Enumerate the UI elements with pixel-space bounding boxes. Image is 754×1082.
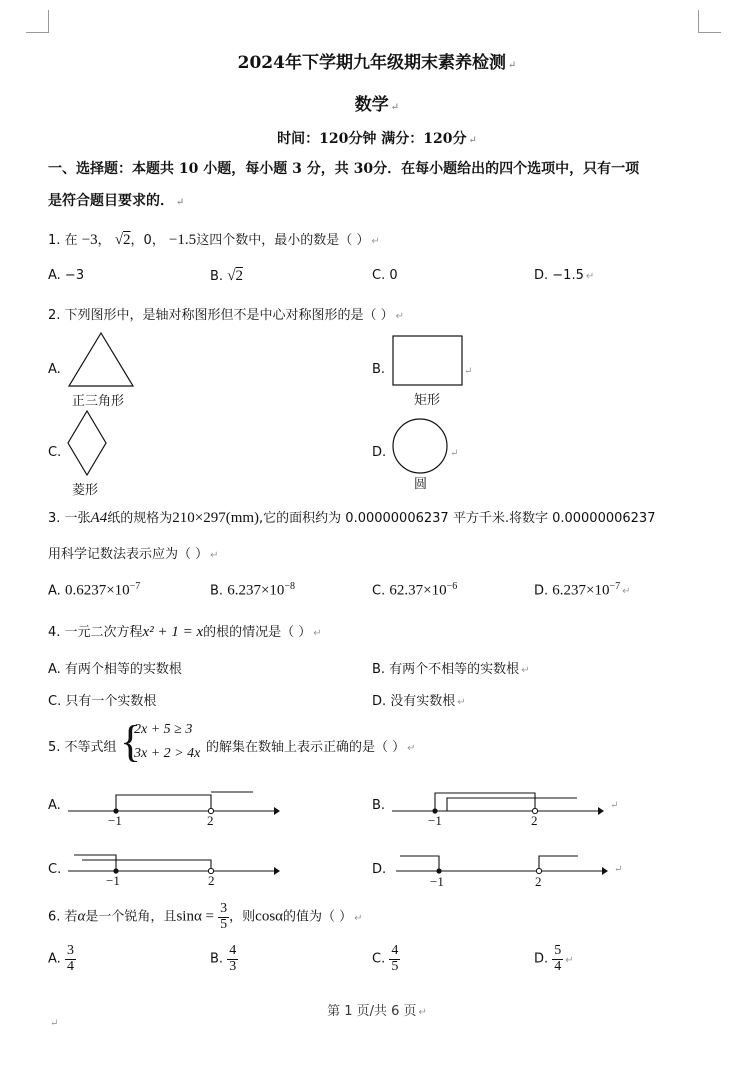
time-info: 时间：120分钟 满分：120分 ↵ <box>277 131 477 147</box>
q4-option-d: D. 没有实数根 ↵ <box>372 694 466 709</box>
q2-label-d: D. <box>372 445 387 460</box>
q2-caption-c: 菱形 <box>72 483 99 498</box>
crop-mark-top-right <box>698 10 721 33</box>
section-heading-line2: 是符合题目要求的． ↵ <box>48 193 185 209</box>
circle-figure <box>392 418 448 474</box>
q2-label-b: B. <box>372 362 386 377</box>
q1-option-c: C. 0 <box>372 268 398 283</box>
tick-2-b: 2 <box>531 813 538 828</box>
sqrt-two: √2 <box>114 232 131 248</box>
system-brace: { <box>120 717 142 766</box>
q5-label-c: C. <box>48 862 62 877</box>
tick-minus1-a: −1 <box>108 813 122 828</box>
section-heading-line1: 一、选择题：本题共 10 小题，每小题 3 分，共 30分．在每小题给出的四个选项中，只有一项 <box>48 161 640 177</box>
q6-option-b: B. $\frac{4}{3}$ <box>210 943 237 974</box>
number-line-d <box>396 848 608 894</box>
tick-minus1-b: −1 <box>428 813 442 828</box>
tick-minus1-c: −1 <box>106 873 120 888</box>
question-4: 4. 一元二次方程x² + 1 = x的根的情况是（ ） ↵ <box>48 624 322 640</box>
q2-caption-d: 圆 <box>414 477 428 492</box>
tick-2-a: 2 <box>207 813 214 828</box>
tick-2-c: 2 <box>208 873 215 888</box>
q6-option-a: A. $\frac{3}{4}$ <box>48 943 74 974</box>
q3-option-c: C. $62.37\times 10^{-6}$ <box>372 581 458 599</box>
number-line-c <box>68 848 280 894</box>
question-5-prefix: 5. 不等式组 <box>48 740 117 755</box>
return-mark: ↵ <box>610 800 619 811</box>
q4-option-c: C. 只有一个实数根 <box>48 694 157 709</box>
q5-label-d: D. <box>372 862 387 877</box>
inequality-2: 3x + 2 > 4x <box>134 746 201 761</box>
subject-title: 数学 ↵ <box>354 95 400 115</box>
question-3-line2: 用科学记数法表示应为（ ） ↵ <box>48 547 219 562</box>
return-mark: ↵ <box>614 864 623 875</box>
q1-option-d: D. −1.5 ↵ <box>534 268 595 283</box>
return-mark: ↵ <box>50 1018 59 1029</box>
q4-option-a: A. 有两个相等的实数根 <box>48 662 182 677</box>
return-mark: ↵ <box>450 448 459 459</box>
tick-2-d: 2 <box>535 874 542 889</box>
q1-option-a: A. −3 <box>48 268 85 283</box>
tick-minus1-d: −1 <box>430 874 444 889</box>
question-1: 1. 在 −3， √2，0， −1.5这四个数中，最小的数是（ ） ↵ <box>48 232 380 248</box>
inequality-1: 2x + 5 ≥ 3 <box>134 722 193 737</box>
question-3-line1: 3. 一张A4纸的规格为210×297(mm),它的面积约为 0.00000006237 平方千米.将数字 0.00000006237 <box>48 510 656 526</box>
q1-option-b: B. √2 <box>210 268 243 284</box>
q2-caption-b: 矩形 <box>414 393 441 408</box>
q3-option-d: D. $6.237\times 10^{-7}$ ↵ <box>534 581 631 599</box>
exam-title: 2024年下学期九年级期末素养检测 ↵ <box>237 53 517 73</box>
q2-label-c: C. <box>48 445 62 460</box>
q3-option-b: B. $6.237\times 10^{-8}$ <box>210 581 296 599</box>
q5-label-b: B. <box>372 798 386 813</box>
question-6: 6. 若α是一个锐角，且sinα = $\frac{3}{5}$ ，则cosα的值为（ ） ↵ <box>48 901 363 932</box>
page-footer: 第 1 页/共 6 页 ↵ <box>327 1004 427 1019</box>
question-2: 2. 下列图形中，是轴对称图形但不是中心对称图形的是（ ） ↵ <box>48 308 405 323</box>
q3-option-a: A. $0.6237\times 10^{-7}$ <box>48 581 141 599</box>
q4-option-b: B. 有两个不相等的实数根 ↵ <box>372 662 530 677</box>
rhombus-figure <box>66 410 108 476</box>
q5-label-a: A. <box>48 798 61 813</box>
rectangle-figure <box>392 335 464 387</box>
return-mark: ↵ <box>464 366 473 377</box>
number-line-a <box>68 788 280 834</box>
q2-label-a: A. <box>48 362 61 377</box>
number-line-b <box>392 788 604 834</box>
q6-option-d: D. $\frac{5}{4}$ ↵ <box>534 943 574 974</box>
question-5-suffix: 的解集在数轴上表示正确的是（ ） ↵ <box>206 740 416 755</box>
crop-mark-top-left <box>26 10 49 33</box>
q2-caption-a: 正三角形 <box>72 394 125 409</box>
equilateral-triangle-figure <box>68 332 134 388</box>
q6-option-c: C. $\frac{4}{5}$ <box>372 943 399 974</box>
